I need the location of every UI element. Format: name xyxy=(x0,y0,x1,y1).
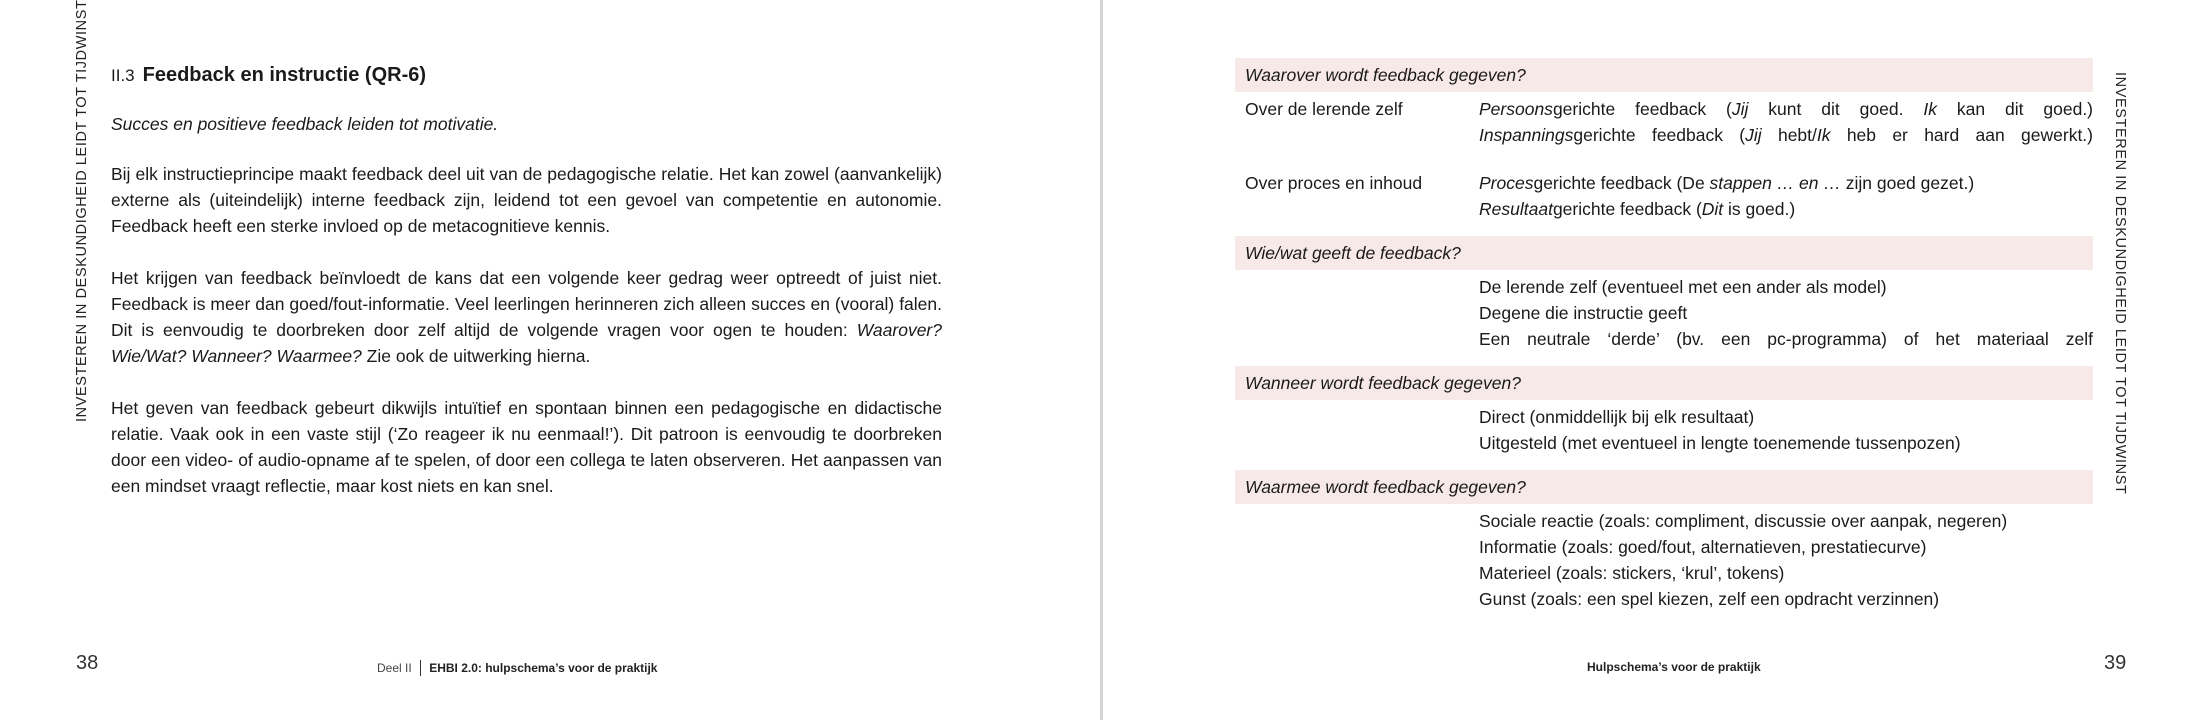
term-italic: Ik xyxy=(1816,125,1831,145)
term-italic: Ik xyxy=(1923,99,1937,119)
term-text: gerichte feedback (De xyxy=(1533,173,1710,193)
schema-line: Sociale reactie (zoals: compliment, discussie over aanpak, negeren) xyxy=(1479,511,2008,531)
footer-part: Deel II xyxy=(377,661,412,675)
row-label: Over de lerende zelf xyxy=(1245,99,1403,119)
paragraph-1: Bij elk instructieprincipe maakt feedback deel uit van de pedagogische relatie. Het kan zowel (aanvankelijk) externe als (uiteindelijk) interne feedback zijn, leidend tot een gevoel van competentie en autonomie. Feedback heeft een sterke invloed op de metacognitieve kennis. xyxy=(111,164,942,236)
schema-line: Materieel (zoals: stickers, ‘krul’, tokens) xyxy=(1479,563,1785,583)
section-heading-wanneer: Wanneer wordt feedback gegeven? xyxy=(1235,366,2093,400)
row-proces-inhoud xyxy=(1235,170,2093,222)
section-wanneer xyxy=(1235,366,2093,456)
term-italic: Resultaat xyxy=(1479,199,1553,219)
section-heading xyxy=(111,62,942,89)
paragraph-2-questions: Waarover? Wie/Wat? Wanneer? Waarmee? xyxy=(111,320,942,366)
section-number: II.3 xyxy=(111,66,135,85)
schema-line: Degene die instructie geeft xyxy=(1479,303,1688,323)
paragraph-2-text: Het krijgen van feedback beïnvloedt de kans dat een volgende keer gedrag weer optreedt of juist niet. Feedback is meer dan goed/fout-informatie. Veel leerlingen herinneren zich alleen succes en (vooral) falen. Dit is eenvoudig te doorbreken door zelf altijd de volgende vragen voor ogen te houden: xyxy=(111,268,942,340)
term-text: kan dit goed.) xyxy=(1936,99,2094,119)
section-heading-waarmee: Waarmee wordt feedback gegeven? xyxy=(1235,470,2093,504)
term-italic: Persoons xyxy=(1479,99,1553,119)
left-content xyxy=(111,62,942,525)
term-italic: Inspannings xyxy=(1479,125,1574,145)
paragraph-3: Het geven van feedback gebeurt dikwijls intuïtief en spontaan binnen een pedagogische en didactische relatie. Vaak ook in een vaste stijl (‘Zo reageer ik nu eenmaal!’). Dit patroon is eenvoudig te doorbreken door een video- of audio-opname af te spelen, of door een collega te laten observeren. Het aanpassen van een mindset vraagt reflectie, maar kost niets en kan snel. xyxy=(111,398,942,496)
section-heading-waarover: Waarover wordt feedback gegeven? xyxy=(1235,58,2093,92)
term-text: gerichte feedback ( xyxy=(1552,199,1702,219)
section-heading-wie: Wie/wat geeft de feedback? xyxy=(1235,236,2093,270)
schema-line: Gunst (zoals: een spel kiezen, zelf een opdracht verzinnen) xyxy=(1479,589,1940,609)
term-italic: stappen … en … xyxy=(1709,173,1841,193)
footer-left xyxy=(377,660,657,676)
term-text: gerichte feedback ( xyxy=(1573,125,1746,145)
section-subtitle: Succes en positieve feedback leiden tot motivatie. xyxy=(111,114,499,134)
paragraph-2-end: Zie ook de uitwerking hierna. xyxy=(361,346,591,366)
side-running-title-right: INVESTEREN IN DESKUNDIGHEID LEIDT TOT TIJDWINST xyxy=(2112,72,2128,495)
term-text: hebt/ xyxy=(1761,125,1817,145)
row-label: Over proces en inhoud xyxy=(1245,173,1423,193)
section-wie xyxy=(1235,236,2093,352)
schema-line: Een neutrale ‘derde’ (bv. een pc-programma) of het materiaal zelf xyxy=(1479,329,2093,349)
schema-line xyxy=(1479,96,2093,122)
feedback-schema xyxy=(1235,58,2093,626)
schema-line: De lerende zelf (eventueel met een ander als model) xyxy=(1479,277,1887,297)
page-number-left: 38 xyxy=(76,652,99,674)
term-text: heb er hard aan gewerkt.) xyxy=(1830,125,2093,145)
term-text: kunt dit goed. xyxy=(1748,99,1924,119)
term-text: zijn goed gezet.) xyxy=(1840,173,1975,193)
schema-line: Uitgesteld (met eventueel in lengte toenemende tussenpozen) xyxy=(1479,433,1961,453)
footer-right-title: Hulpschema’s voor de praktijk xyxy=(1587,660,1761,674)
term-italic: Jij xyxy=(1731,99,1749,119)
schema-line xyxy=(1479,196,2093,222)
footer-book-title: EHBI 2.0: hulpschema’s voor de praktijk xyxy=(429,661,658,675)
section-waarmee xyxy=(1235,470,2093,612)
term-italic: Dit xyxy=(1701,199,1724,219)
side-running-title-left: INVESTEREN IN DESKUNDIGHEID LEIDT TOT TIJDWINST xyxy=(74,0,90,422)
schema-line: Informatie (zoals: goed/fout, alternatieven, prestatiecurve) xyxy=(1479,537,1927,557)
schema-line xyxy=(1479,170,2093,196)
term-italic: Jij xyxy=(1745,125,1762,145)
section-waarover xyxy=(1235,58,2093,222)
page-number-right: 39 xyxy=(2104,652,2127,674)
schema-line: Direct (onmiddellijk bij elk resultaat) xyxy=(1479,407,1755,427)
paragraph-2 xyxy=(111,265,942,369)
section-title: Feedback en instructie (QR-6) xyxy=(142,64,427,86)
row-lerende-zelf xyxy=(1235,96,2093,148)
footer-separator xyxy=(420,660,422,676)
schema-line xyxy=(1479,122,2093,148)
term-italic: Proces xyxy=(1479,173,1534,193)
term-text: gerichte feedback ( xyxy=(1552,99,1732,119)
term-text: is goed.) xyxy=(1723,199,1796,219)
